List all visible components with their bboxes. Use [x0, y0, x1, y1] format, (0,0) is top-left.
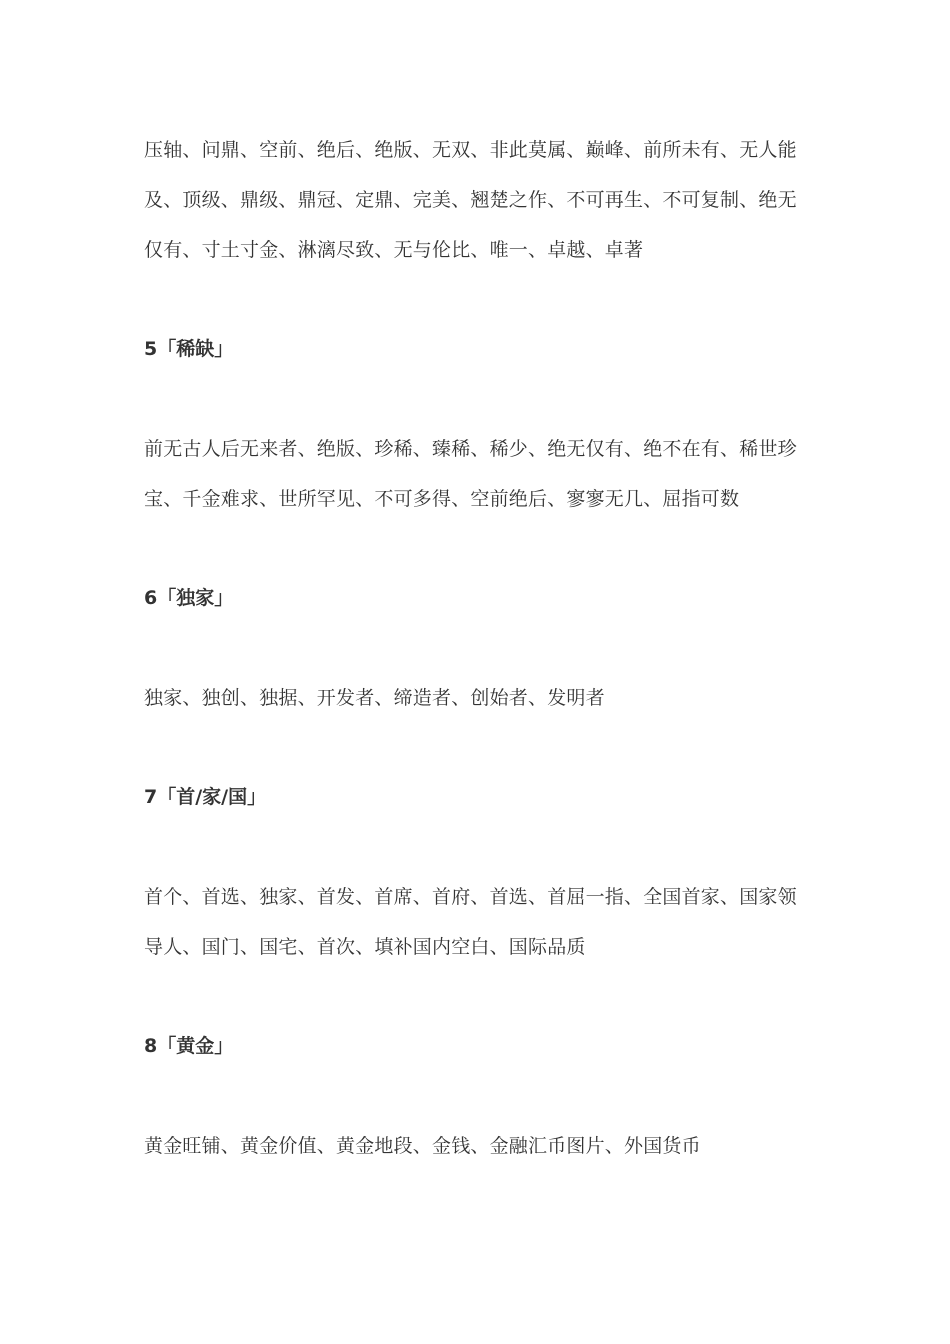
paragraph-scarcity: 前无古人后无来者、绝版、珍稀、臻稀、稀少、绝无仅有、绝不在有、稀世珍宝、千金难求、世所罕见、不可多得、空前绝后、寥寥无几、屈指可数: [144, 438, 797, 510]
paragraph-exclusive: 独家、独创、独据、开发者、缔造者、创始者、发明者: [144, 687, 605, 709]
section-heading-8: 8「黄金」: [144, 1035, 234, 1057]
paragraph-first-national: 首个、首选、独家、首发、首席、首府、首选、首屈一指、全国首家、国家领导人、国门、国宅、首次、填补国内空白、国际品质: [144, 886, 797, 958]
paragraph-gold: 黄金旺铺、黄金价值、黄金地段、金钱、金融汇币图片、外国货币: [144, 1135, 701, 1157]
section-heading-6: 6「独家」: [144, 587, 234, 609]
paragraph-superlatives: 压轴、问鼎、空前、绝后、绝版、无双、非此莫属、巅峰、前所未有、无人能及、顶级、鼎级、鼎冠、定鼎、完美、翘楚之作、不可再生、不可复制、绝无仅有、寸土寸金、淋漓尽致、无与伦比、唯一、卓越、卓著: [144, 139, 797, 261]
section-heading-5: 5「稀缺」: [144, 338, 234, 360]
section-heading-7: 7「首/家/国」: [144, 786, 267, 808]
